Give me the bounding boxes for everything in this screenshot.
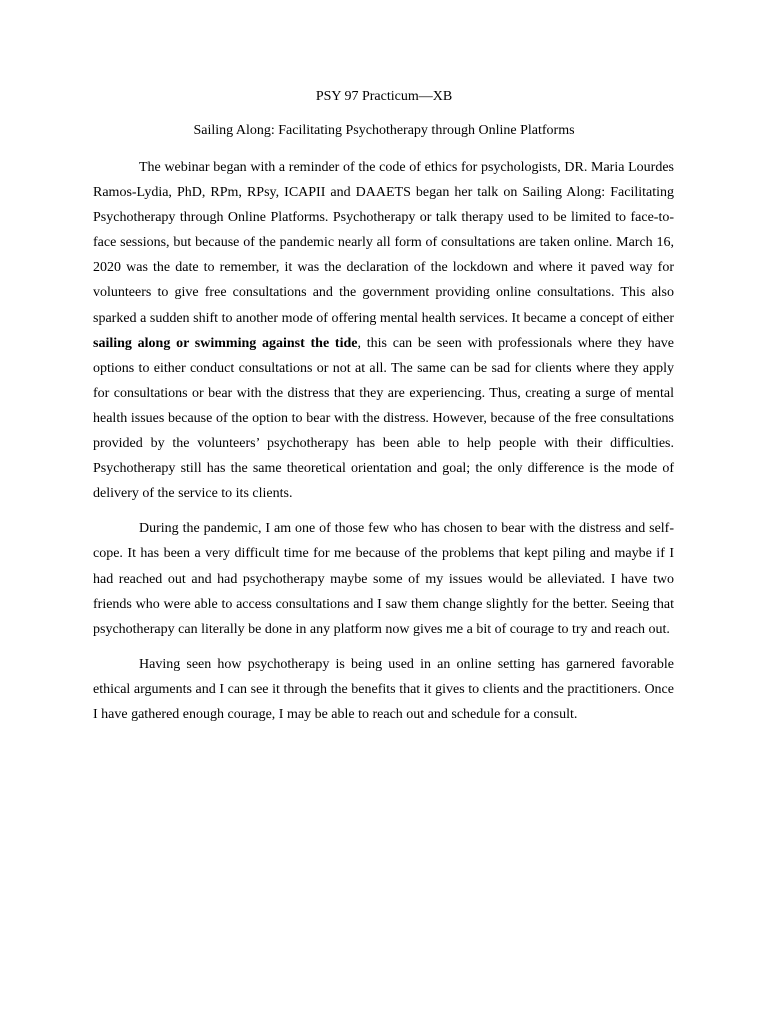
paragraph-1-bold-phrase: sailing along or swimming against the tide — [93, 335, 358, 351]
paragraph-1 — [93, 155, 674, 506]
document-subtitle: Sailing Along: Facilitating Psychotherapy through Online Platforms — [193, 123, 575, 138]
document-title: PSY 97 Practicum—XB — [315, 89, 453, 104]
paragraph-1-text-start: The webinar began with a reminder of the code of ethics for psychologists, DR. Maria Lourdes Ramos-Lydia, PhD, RPm, RPsy, ICAPII and DAAETS began her talk on Sailing Along: Facilitating Psychotherapy through Online Platforms. Psychotherapy or talk therapy used to be limited to face-to-face sessions, but because of the pandemic nearly all form of consultations are taken online. March 16, 2020 was the date to remember, it was the declaration of the lockdown and where it paved way for volunteers to give free consultations and the government providing online consultations. This also sparked a sudden shift to another mode of offering mental health services. It became a concept of either — [93, 160, 674, 326]
paragraph-2: During the pandemic, I am one of those few who has chosen to bear with the distress and self-cope. It has been a very difficult time for me because of the problems that kept piling and maybe if I had reached out and had psychotherapy maybe some of my issues would be alleviated. I have two friends who were able to access consultations and I saw them change slightly for the better. Seeing that psychotherapy can literally be done in any platform now gives me a bit of courage to try and reach out. — [93, 521, 674, 637]
paragraph-3: Having seen how psychotherapy is being used in an online setting has garnered favorable ethical arguments and I can see it through the benefits that it gives to clients and the practitioners. Once I have gathered enough courage, I may be able to reach out and schedule for a consult. — [93, 656, 674, 722]
paragraph-1-text-end: , this can be seen with professionals where they have options to either conduct consultations or not at all. The same can be sad for clients where they apply for consultations or bear with the distress that they are experiencing. Thus, creating a surge of mental health issues because of the option to bear with the distress. However, because of the free consultations provided by the volunteers’ psychotherapy has been able to help people with their difficulties. Psychotherapy still has the same theoretical orientation and goal; the only difference is the mode of delivery of the service to its clients. — [93, 335, 674, 502]
document-body — [93, 155, 674, 737]
